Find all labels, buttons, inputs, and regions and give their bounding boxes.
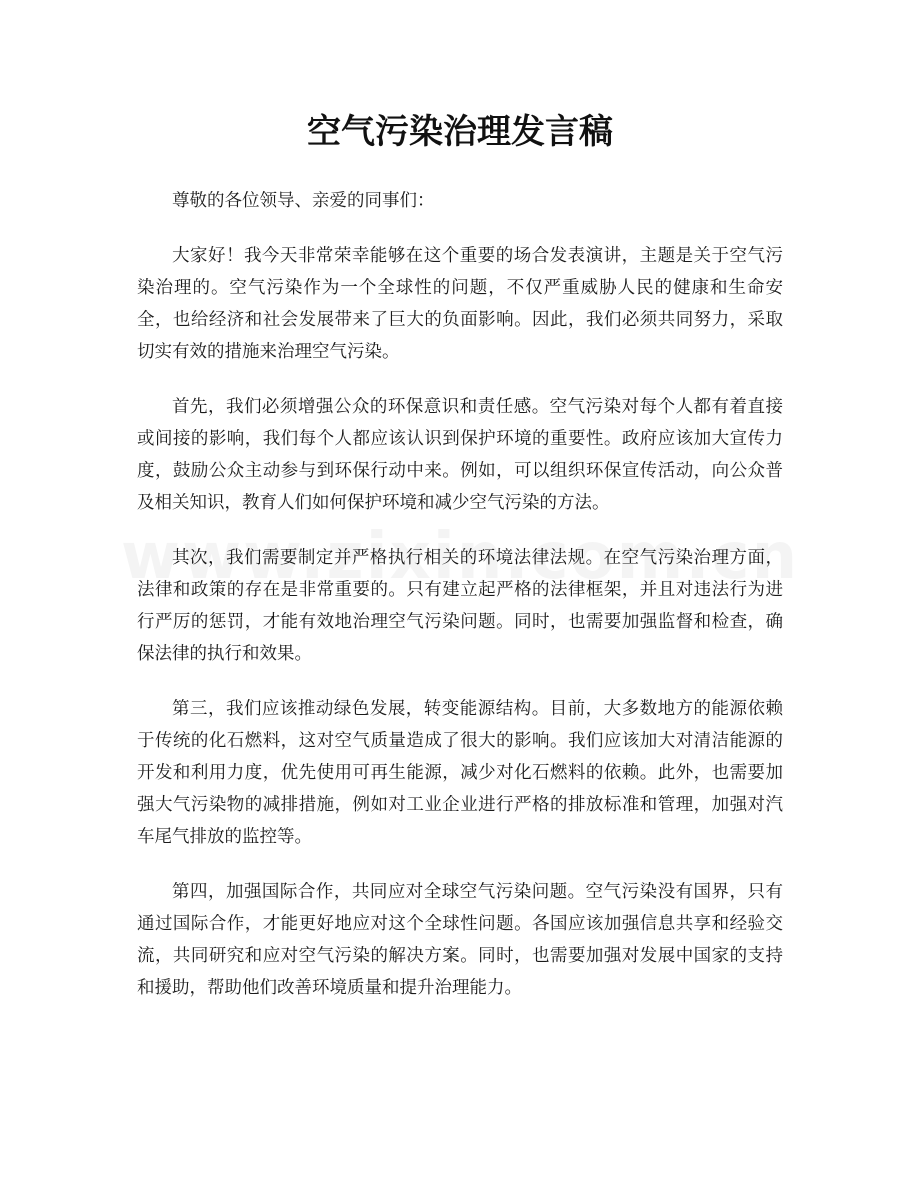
third-point-paragraph: 第三，我们应该推动绿色发展，转变能源结构。目前，大多数地方的能源依赖于传统的化石燃料，这对空气质量造成了很大的影响。我们应该加大对清洁能源的开发和利用力度，优先使用可再生能源，减少对化石燃料的依赖。此外，也需要加强大气污染物的减排措施，例如对工业企业进行严格的排放标准和管理，加强对汽车尾气排放的监控等。 xyxy=(137,699,783,847)
first-point-paragraph: 首先，我们必须增强公众的环保意识和责任感。空气污染对每个人都有着直接或间接的影响，我们每个人都应该认识到保护环境的重要性。政府应该加大宣传力度，鼓励公众主动参与到环保行动中来。例如，可以组织环保宣传活动，向公众普及相关知识，教育人们如何保护环境和减少空气污染的方法。 xyxy=(137,397,783,513)
fourth-point-paragraph: 第四，加强国际合作，共同应对全球空气污染问题。空气污染没有国界，只有通过国际合作，才能更好地应对这个全球性问题。各国应该加强信息共享和经验交流，共同研究和应对空气污染的解决方案。同时，也需要加强对发展中国家的支持和援助，帮助他们改善环境质量和提升治理能力。 xyxy=(137,882,783,998)
document-body xyxy=(137,185,783,1027)
page-title: 空气污染治理发言稿 xyxy=(307,112,613,152)
second-point-paragraph: 其次，我们需要制定并严格执行相关的环境法律法规。在空气污染治理方面，法律和政策的存在是非常重要的。只有建立起严格的法律框架，并且对违法行为进行严厉的惩罚，才能有效地治理空气污染问题。同时，也需要加强监督和检查，确保法律的执行和效果。 xyxy=(137,548,783,664)
opening-paragraph: 大家好！我今天非常荣幸能够在这个重要的场合发表演讲，主题是关于空气污染治理的。空气污染作为一个全球性的问题，不仅严重威胁人民的健康和生命安全，也给经济和社会发展带来了巨大的负面影响。因此，我们必须共同努力，采取切实有效的措施来治理空气污染。 xyxy=(137,246,783,362)
salutation-paragraph: 尊敬的各位领导、亲爱的同事们： xyxy=(172,191,435,211)
